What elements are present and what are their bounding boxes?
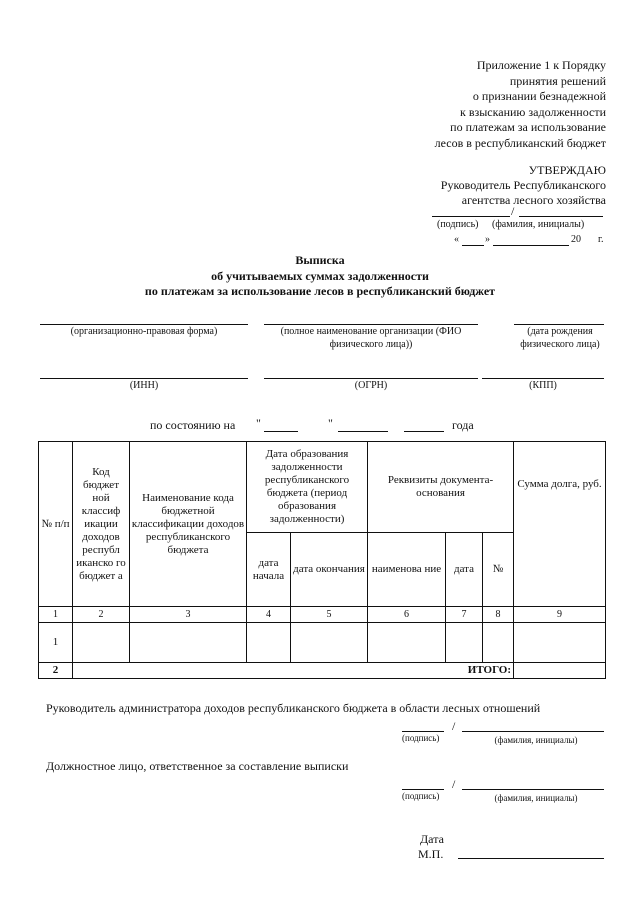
responsible-label: Должностное лицо, ответственное за составление выписки: [46, 759, 349, 773]
col-number: 6: [368, 607, 446, 623]
birth-date-label: (дата рождения физического лица): [520, 326, 600, 350]
col-number: 4: [247, 607, 291, 623]
full-name-line[interactable]: [264, 324, 478, 325]
approval-month-line[interactable]: [493, 245, 569, 246]
appendix-line: о признании безнадежной: [472, 89, 606, 103]
admin-sign-separator: /: [452, 719, 456, 733]
title-line-3: по платежам за использование лесов в республиканский бюджет: [144, 284, 496, 298]
inn-line[interactable]: [40, 378, 248, 379]
approval-position-1: Руководитель Республиканского: [440, 178, 606, 192]
cell-sum[interactable]: [514, 623, 606, 663]
col-number: 8: [483, 607, 514, 623]
cell-date-start[interactable]: [247, 623, 291, 663]
admin-sign-label: (подпись): [402, 733, 440, 743]
appendix-line: к взысканию задолженности: [459, 104, 606, 119]
legal-form-label: (организационно-правовая форма): [70, 326, 218, 337]
appendix-line: Приложение 1 к Порядку: [476, 58, 606, 72]
responsible-sign-separator: /: [452, 777, 456, 791]
approval-date-mid: »: [485, 234, 490, 245]
as-of-year-label: года: [452, 418, 474, 432]
birth-date-line[interactable]: [514, 324, 604, 325]
header-num: № п/п: [39, 442, 73, 607]
total-row: [39, 663, 606, 679]
responsible-sign-label: (подпись): [402, 791, 440, 801]
row-num: 1: [39, 623, 73, 663]
approval-sign-line[interactable]: [432, 216, 510, 217]
ogrn-line[interactable]: [264, 378, 478, 379]
approval-day-line[interactable]: [462, 245, 484, 246]
header-sum: Сумма долга, руб.: [514, 442, 606, 607]
kpp-label: (КПП): [529, 380, 557, 391]
legal-form-line[interactable]: [40, 324, 248, 325]
approval-date-year: 20: [571, 234, 581, 245]
debt-table: [38, 441, 606, 679]
approval-position-2: агентства лесного хозяйства: [461, 193, 606, 207]
col-number: 9: [514, 607, 606, 623]
kpp-line[interactable]: [482, 378, 604, 379]
header-doc-date: дата: [446, 533, 483, 607]
stamp-label: М.П.: [418, 847, 444, 861]
approval-name-label: (фамилия, инициалы): [492, 219, 585, 230]
date-line[interactable]: [458, 858, 604, 859]
col-number: 5: [291, 607, 368, 623]
header-date-group: Дата образования задолженности республиканского бюджета (период образования задолженности): [247, 442, 368, 533]
approval-date-end: г.: [598, 234, 604, 245]
as-of-quote-close: ": [328, 416, 333, 430]
header-code: Код бюджет ной классиф икации доходов республ иканско го бюджет а: [73, 442, 130, 607]
appendix-line: лесов в республиканский бюджет: [434, 135, 606, 150]
inn-label: (ИНН): [129, 380, 159, 391]
responsible-name-line[interactable]: [462, 789, 604, 790]
approval-sign-label: (подпись): [437, 219, 479, 230]
cell-date-end[interactable]: [291, 623, 368, 663]
col-number: 2: [73, 607, 130, 623]
responsible-sign-line[interactable]: [402, 789, 444, 790]
admin-name-label: (фамилия, инициалы): [494, 735, 578, 745]
approval-date-open: «: [454, 234, 459, 245]
col-number: 7: [446, 607, 483, 623]
responsible-name-label: (фамилия, инициалы): [494, 793, 578, 803]
total-sum[interactable]: [514, 663, 606, 679]
header-name: Наименование кода бюджетной классификации доходов республиканского бюджета: [130, 442, 247, 607]
title-line-2: об учитываемых суммах задолженности: [211, 268, 429, 283]
document-title: [0, 253, 640, 300]
admin-sign-line[interactable]: [402, 731, 444, 732]
total-label: ИТОГО:: [73, 663, 514, 679]
header-doc-name: наименова ние: [368, 533, 446, 607]
as-of-quote-open: ": [256, 416, 261, 430]
col-number: 3: [130, 607, 247, 623]
approval-title: УТВЕРЖДАЮ: [528, 163, 606, 177]
as-of-year-line[interactable]: [404, 431, 444, 432]
header-date-start: дата начала: [247, 533, 291, 607]
cell-doc-date[interactable]: [446, 623, 483, 663]
admin-name-line[interactable]: [462, 731, 604, 732]
total-num: 2: [39, 663, 73, 679]
column-number-row: [39, 607, 606, 623]
table-row: [39, 623, 606, 663]
approval-name-line[interactable]: [519, 216, 603, 217]
as-of-month-line[interactable]: [338, 431, 388, 432]
admin-head-label: Руководитель администратора доходов республиканского бюджета в области лесных отношений: [46, 701, 541, 715]
cell-doc-num[interactable]: [483, 623, 514, 663]
header-doc-group: Реквизиты документа-основания: [368, 442, 514, 533]
approval-sign-separator: /: [511, 204, 515, 218]
ogrn-label: (ОГРН): [354, 380, 388, 391]
header-date-end: дата окончания: [291, 533, 368, 607]
cell-code[interactable]: [73, 623, 130, 663]
header-doc-num: №: [483, 533, 514, 607]
title-line-1: Выписка: [295, 253, 345, 267]
full-name-label: (полное наименование организации (ФИО физического лица)): [280, 326, 462, 350]
appendix-block: [346, 58, 606, 151]
cell-name[interactable]: [130, 623, 247, 663]
cell-doc-name[interactable]: [368, 623, 446, 663]
as-of-label: по состоянию на: [150, 418, 236, 432]
as-of-day-line[interactable]: [264, 431, 298, 432]
col-number: 1: [39, 607, 73, 623]
appendix-line: по платежам за использование: [450, 120, 606, 134]
appendix-line: принятия решений: [509, 73, 606, 88]
date-label: Дата: [420, 832, 444, 846]
